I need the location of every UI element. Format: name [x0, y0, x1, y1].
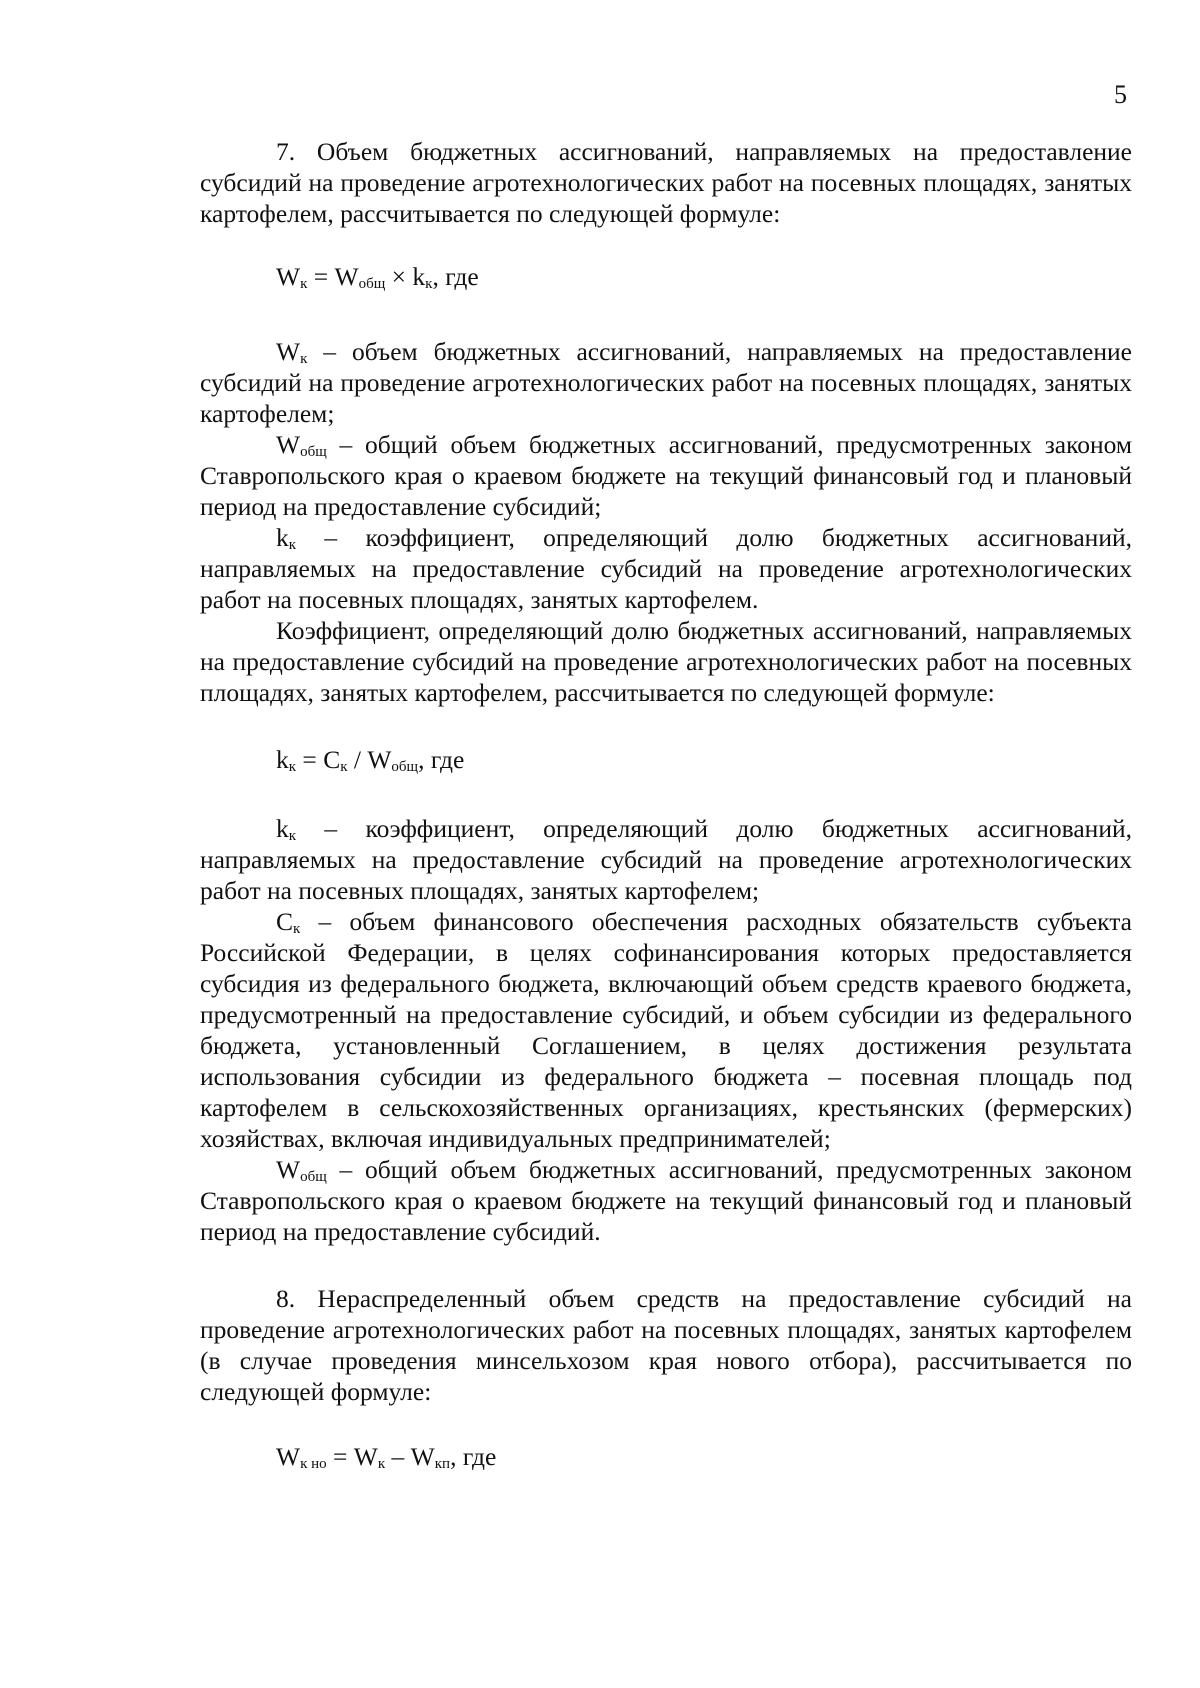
formula-operator: =: [296, 745, 324, 774]
definition-wobsh-2: [200, 1154, 1132, 1247]
definition-wobsh: [200, 429, 1132, 522]
section-7-intro: 7. Объем бюджетных ассигнований, направляемых на предоставление субсидий на проведение агротехнологических работ на посевных площадях, занятых картофелем, рассчитывается по следующей формуле:: [200, 137, 1132, 228]
definition-text: – общий объем бюджетных ассигнований, предусмотренных законом Ставропольского края о краевом бюджете на текущий финансовый год и плановый период на предоставление субсидий.: [200, 1155, 1132, 1246]
definition-subscript: к: [293, 921, 301, 937]
formula-subscript: к: [340, 759, 348, 775]
coefficient-intro: Коэффициент, определяющий долю бюджетных ассигнований, направляемых на предоставление субсидий на проведение агротехнологических работ на посевных площадях, занятых картофелем, рассчитывается по следующей формуле:: [200, 616, 1132, 707]
definition-text: – объем финансового обеспечения расходных обязательств субъекта Российской Федерации, в целях софинансирования которых предоставляется субсидия из федерального бюджета, включающий объем средств краевого бюджета, предусмотренный на предоставление субсидий, и объем субсидии из федерального бюджета, установленный Соглашением, в целях достижения результата использования субсидии из федерального бюджета – посевная площадь под картофелем в сельскохозяйственных организациях, крестьянских (фермерских) хозяйствах, включая индивидуальных предпринимателей;: [200, 907, 1132, 1153]
formula-subscript: общ: [358, 276, 386, 292]
formula-symbol: W: [276, 1442, 301, 1471]
definition-subscript: к: [288, 537, 297, 553]
definition-subscript: общ: [300, 444, 327, 460]
formula-symbol: W: [367, 745, 392, 774]
definition-symbol: W: [276, 337, 301, 366]
definition-kk: [200, 522, 1132, 615]
formula-subscript: к: [425, 276, 433, 292]
definition-text: – объем бюджетных ассигнований, направляемых на предоставление субсидий на проведение агротехнологических работ на посевных площадях, занятых картофелем;: [200, 337, 1132, 428]
definition-symbol: W: [276, 1155, 301, 1184]
formula-operator: ×: [385, 262, 413, 291]
definition-subscript: общ: [300, 1169, 327, 1185]
formula-operator: –: [385, 1442, 411, 1471]
definition-text: – общий объем бюджетных ассигнований, предусмотренных законом Ставропольского края о краевом бюджете на текущий финансовый год и плановый период на предоставление субсидий;: [200, 430, 1132, 521]
formula-tail: , где: [418, 745, 465, 774]
formula-subscript: общ: [391, 759, 419, 775]
formula-tail: , где: [432, 262, 479, 291]
definition-subscript: к: [300, 351, 308, 367]
formula-subscript: кп: [434, 1456, 451, 1472]
formula-wk-no: [200, 1441, 1132, 1472]
formula-tail: , где: [450, 1442, 497, 1471]
definition-symbol: W: [276, 430, 301, 459]
formula-subscript: к: [288, 759, 297, 775]
formula-symbol: W: [276, 262, 301, 291]
section-8-intro: 8. Нераспределенный объем средств на предоставление субсидий на проведение агротехнологических работ на посевных площадях, занятых картофелем (в случае проведения минсельхозом края нового отбора), рассчитывается по следующей формуле:: [200, 1284, 1132, 1406]
formula-kk: [200, 744, 1132, 775]
definition-symbol: k: [276, 814, 289, 843]
formula-symbol: k: [412, 262, 426, 291]
formula-wk: [200, 261, 1132, 292]
definition-wk: [200, 336, 1132, 429]
definition-ck: [200, 906, 1132, 1154]
formula-subscript: к: [377, 1456, 386, 1472]
definition-text: – коэффициент, определяющий долю бюджетных ассигнований, направляемых на предоставление субсидий на проведение агротехнологических работ на посевных площадях, занятых картофелем;: [200, 814, 1132, 905]
formula-subscript: к: [300, 276, 308, 292]
definition-kk-2: [200, 813, 1132, 906]
definition-subscript: к: [288, 828, 297, 844]
formula-operator: =: [326, 1442, 354, 1471]
formula-symbol: W: [410, 1442, 435, 1471]
formula-symbol: W: [353, 1442, 378, 1471]
formula-symbol: k: [276, 745, 289, 774]
page-number: 5: [1114, 80, 1127, 109]
formula-subscript: к но: [300, 1456, 327, 1472]
formula-symbol: C: [323, 745, 341, 774]
definition-text: – коэффициент, определяющий долю бюджетных ассигнований, направляемых на предоставление субсидий на проведение агротехнологических работ на посевных площадях, занятых картофелем.: [200, 523, 1132, 614]
formula-operator: /: [347, 745, 368, 774]
document-body: [200, 136, 1132, 1472]
formula-operator: =: [307, 262, 335, 291]
formula-symbol: W: [334, 262, 359, 291]
definition-symbol: C: [276, 907, 294, 936]
definition-symbol: k: [276, 523, 289, 552]
